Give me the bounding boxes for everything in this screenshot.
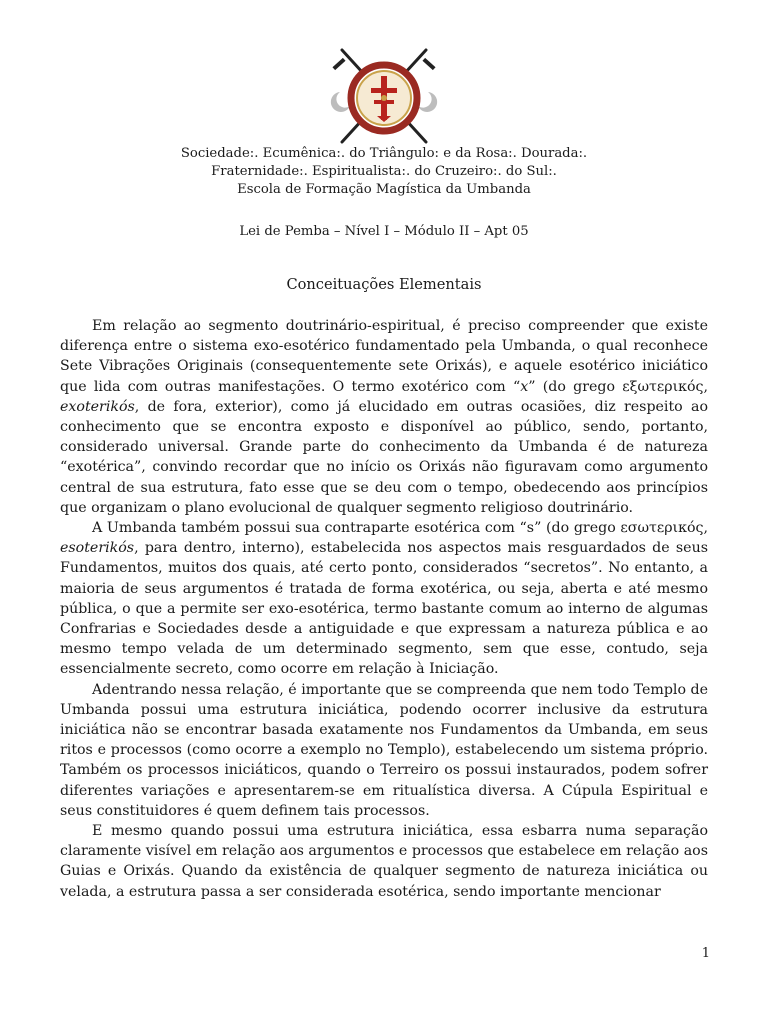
document-body: [60, 316, 708, 902]
cross-shield-emblem-icon: [330, 42, 438, 154]
paragraph-1-part-3: , de fora, exterior), como já elucidado em outras ocasiões, diz respeito ao conhecimento que se encontra exposto e disponível ao público, sendo, portanto, considerado universal. Grande parte do conhecimento da Umbanda é de natureza “exotérica”, convindo recordar que no início os Orixás não figuravam como argumento central de sua estrutura, fato esse que se deu com o tempo, obedecendo aos princípios que organizam o plano evolucional de qualquer segmento religioso doutrinário.: [60, 398, 708, 516]
paragraph-1-part-2: ” (do grego εξωτερικός,: [528, 378, 708, 395]
paragraph-2-part-2: , para dentro, interno), estabelecida nos aspectos mais resguardados de seus Fundamentos, muitos dos quais, até certo ponto, considerados “secretos”. No entanto, a maioria de seus argumentos é tratada de forma exotérica, ou seja, aberta e até mesmo pública, o que a permite ser exo-esotérica, termo bastante comum ao interno de algumas Confrarias e Sociedades desde a antiguidade e que expressam a natureza pública e ao mesmo tempo velada de um determinado segmento, sem que esse, contudo, seja essencialmente secreto, como ocorre em relação à Iniciação.: [60, 540, 708, 678]
header-society: Sociedade:. Ecumênica:. do Triângulo: e da Rosa:. Dourada:.: [180, 146, 588, 161]
paragraph-2-part-1: A Umbanda também possui sua contraparte esotérica com “s” (do grego εσωτερικός,: [92, 520, 708, 537]
page-number: 1: [701, 946, 710, 961]
paragraph-1-part-1: Em relação ao segmento doutrinário-espiritual, é preciso compreender que existe diferença entre o sistema exo-esotérico fundamentado pela Umbanda, o qual reconhece Sete Vibrações Originais (consequentemente sete Orixás), e aquele esotérico iniciático que lida com outras manifestações. O termo exotérico com “: [60, 318, 708, 395]
header-school: Escola de Formação Magística da Umbanda: [237, 182, 531, 197]
paragraph-1-term-exoterikos: exoterikós: [60, 398, 135, 415]
paragraph-1: [60, 316, 708, 518]
paragraph-3: Adentrando nessa relação, é importante que se compreenda que nem todo Templo de Umbanda possui uma estrutura iniciática, podendo ocorrer inclusive da estrutura iniciática não se encontrar basada exatamente nos Fundamentos da Umbanda, em seus ritos e processos (como ocorre a exemplo no Templo), estabelecendo um sistema próprio. Também os processos iniciáticos, quando o Terreiro os possui instaurados, podem sofrer diferentes variações e apresentarem-se em ritualística diversa. A Cúpula Espiritual e seus constituidores é quem definem tais processos.: [60, 681, 708, 819]
paragraph-1-letter-x: x: [520, 378, 529, 395]
page-title: Conceituações Elementais: [286, 276, 482, 293]
paragraph-2: [60, 518, 708, 680]
lesson-reference: Lei de Pemba – Nível I – Módulo II – Apt 05: [239, 224, 529, 239]
paragraph-4: E mesmo quando possui uma estrutura iniciática, essa esbarra numa separação claramente visível em relação aos argumentos e processos que estabelece em relação aos Guias e Orixás. Quando da existência de qualquer segmento de natureza iniciática ou velada, a estrutura passa a ser considerada esotérica, sendo importante mencionar: [60, 823, 708, 900]
paragraph-2-term-esoterikos: esoterikós: [60, 540, 135, 557]
header-fraternity: Fraternidade:. Espiritualista:. do Cruzeiro:. do Sul:.: [211, 164, 557, 179]
